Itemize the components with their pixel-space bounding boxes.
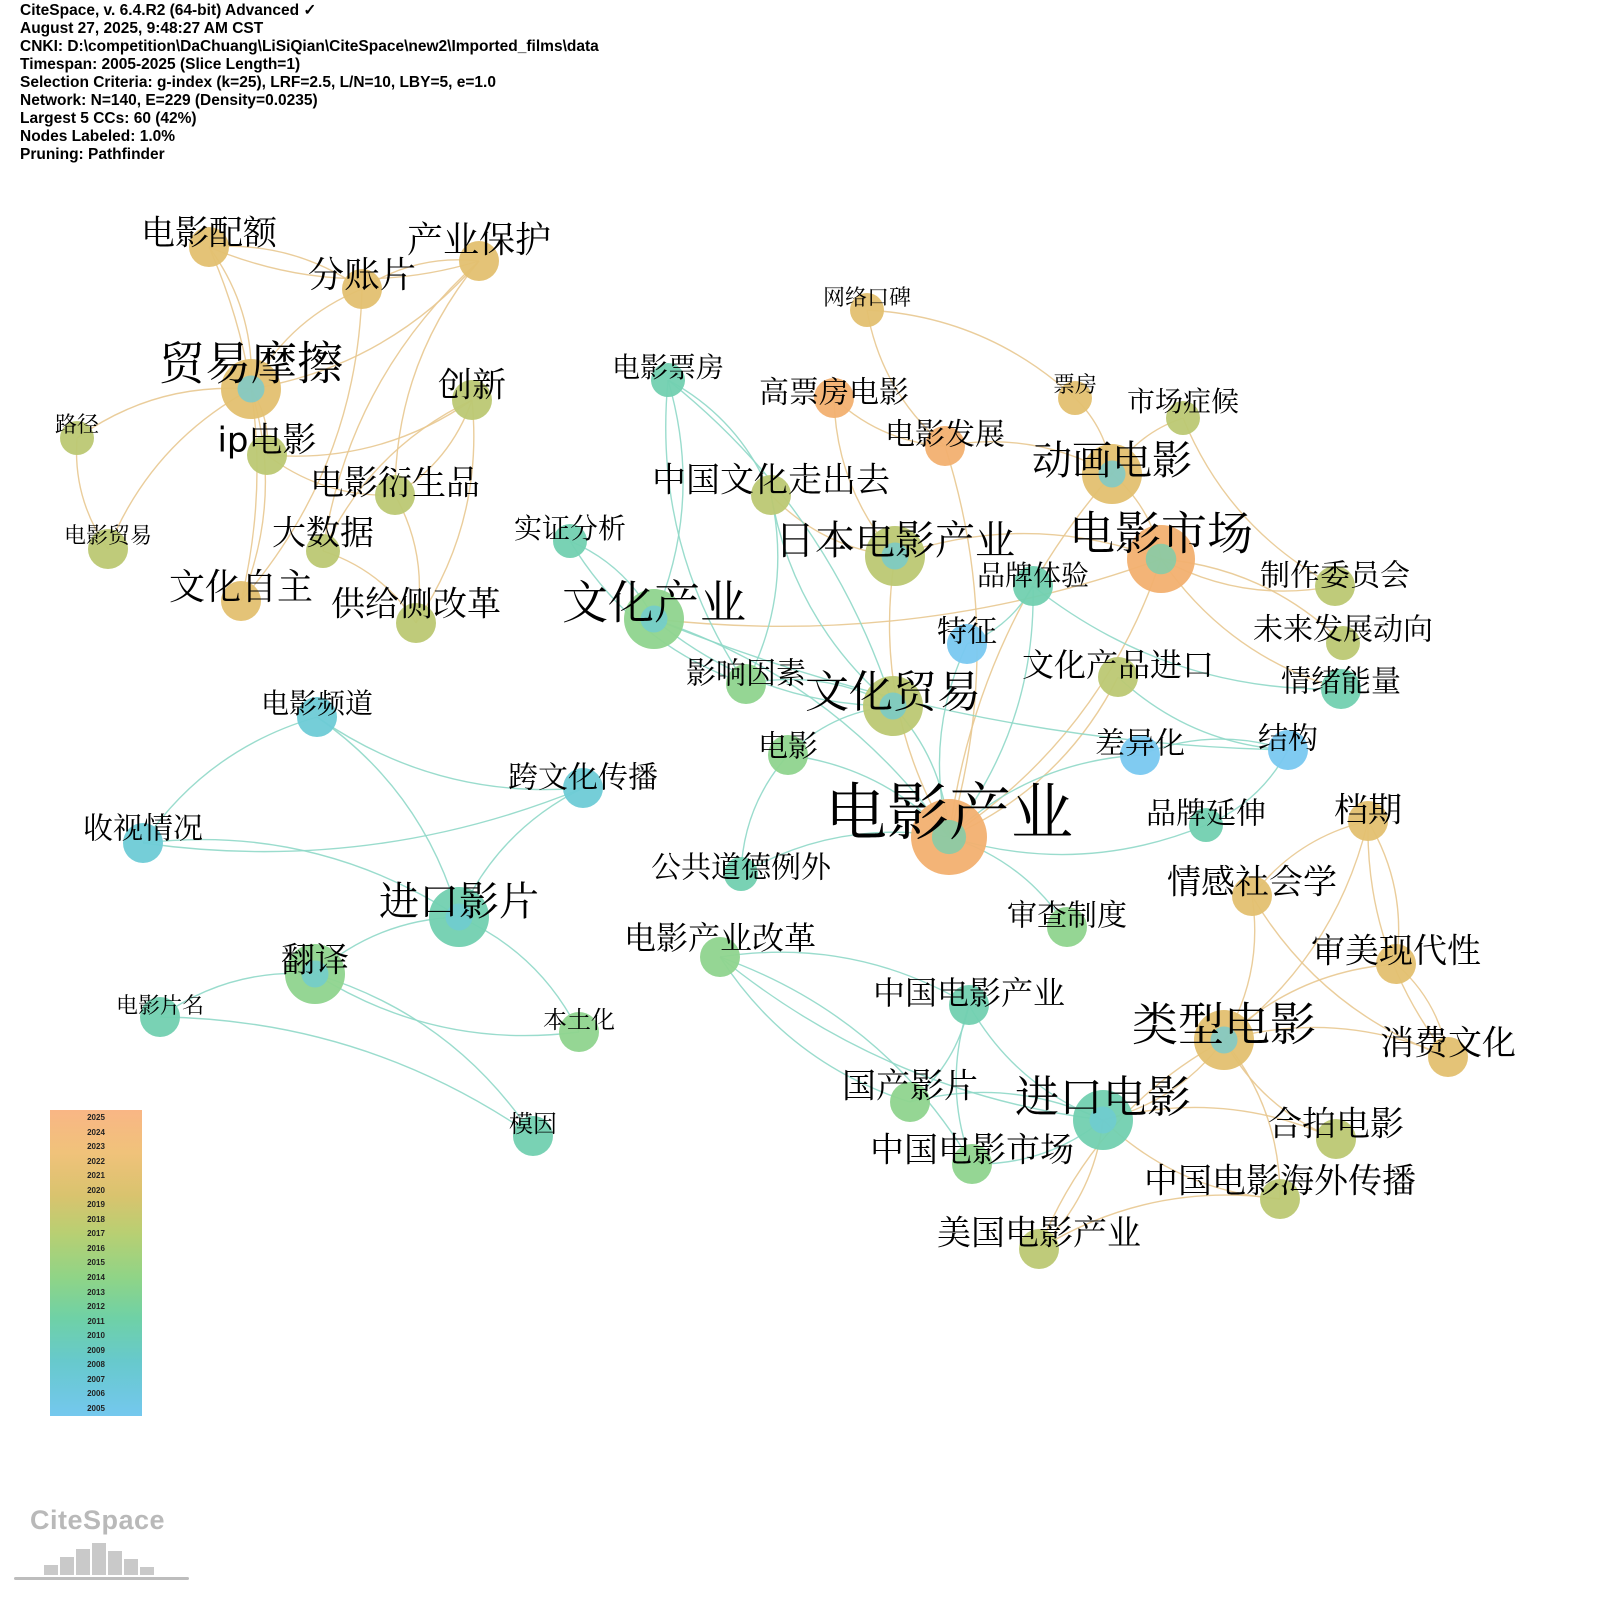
node-label: 未来发展动向 [1253, 612, 1433, 648]
legend-year: 2018 [87, 1214, 105, 1224]
header-line: Network: N=140, E=229 (Density=0.0235) [20, 92, 318, 109]
node-label: 档期 [1334, 790, 1402, 831]
legend-year: 2007 [87, 1374, 105, 1384]
node-label: 市场症候 [1126, 385, 1240, 418]
header-line: Nodes Labeled: 1.0% [20, 128, 176, 145]
header-line: August 27, 2025, 9:48:27 AM CST [20, 20, 264, 37]
year-color-legend [50, 1110, 142, 1416]
header-line: Largest 5 CCs: 60 (42%) [20, 110, 197, 127]
node-label: 文化贸易 [805, 667, 981, 718]
legend-year: 2013 [87, 1287, 105, 1297]
node-label: 模因 [509, 1110, 557, 1138]
node-label: 文化自主 [168, 567, 314, 608]
node-label: 合拍电影 [1268, 1104, 1404, 1145]
node-label: 电影频道 [260, 687, 374, 720]
node-label: 供给侧改革 [331, 584, 501, 625]
legend-year: 2022 [87, 1156, 105, 1166]
node-label: 中国电影市场 [870, 1130, 1074, 1171]
node-label: 电影市场 [1069, 506, 1253, 561]
header-line: Selection Criteria: g-index (k=25), LRF=2.5, L/N=10, LBY=5, e=1.0 [20, 74, 496, 91]
node-label: 实证分析 [513, 512, 627, 545]
node-label: 大数据 [272, 513, 374, 554]
node-label: 文化产业 [562, 575, 746, 630]
legend-year: 2006 [87, 1389, 105, 1399]
legend-year: 2009 [87, 1345, 105, 1355]
node-label: 电影票房 [611, 351, 725, 384]
node-label: 公共道德例外 [651, 850, 831, 886]
node-label: 网络口碑 [822, 286, 912, 311]
citespace-logo [14, 1505, 189, 1585]
node-label: 电影配额 [141, 213, 277, 254]
legend-year-list [50, 1110, 142, 1416]
legend-year: 2017 [87, 1229, 105, 1239]
node-label: 电影贸易 [63, 524, 153, 549]
node-label: 美国电影产业 [937, 1213, 1141, 1254]
node-label: 高票房电影 [759, 375, 909, 411]
legend-year: 2010 [87, 1331, 105, 1341]
node-label: 电影 [758, 729, 818, 765]
node-label: 情绪能量 [1281, 664, 1401, 700]
node-label: 收视情况 [83, 811, 203, 847]
node-label: 进口影片 [379, 879, 539, 925]
legend-year: 2020 [87, 1185, 105, 1195]
node-label: 审查制度 [1007, 898, 1127, 934]
node-label: 电影片名 [115, 994, 205, 1019]
legend-year: 2019 [87, 1200, 105, 1210]
node-label: 国产影片 [842, 1066, 978, 1107]
network-edge [143, 788, 583, 852]
legend-year: 2012 [87, 1302, 105, 1312]
node-label: 制作委员会 [1260, 558, 1410, 594]
network-edge [315, 974, 579, 1036]
legend-year: 2024 [87, 1127, 105, 1137]
logo-text: CiteSpace [30, 1505, 166, 1535]
node-label: 跨文化传播 [508, 760, 658, 796]
node-label: ip电影 [217, 420, 317, 461]
legend-year: 2005 [87, 1403, 105, 1413]
legend-year: 2021 [87, 1171, 105, 1181]
network-edge [315, 974, 533, 1136]
node-label: 动画电影 [1032, 438, 1192, 484]
node-label: 类型电影 [1132, 997, 1316, 1052]
node-label: 消费文化 [1380, 1023, 1516, 1064]
legend-year: 2015 [87, 1258, 105, 1268]
node-label: 日本电影产业 [775, 518, 1015, 564]
logo-bars-icon [44, 1543, 164, 1575]
legend-year: 2011 [87, 1316, 105, 1326]
node-label: 中国文化走出去 [652, 460, 890, 501]
node-label: 进口电影 [1015, 1072, 1191, 1123]
legend-year: 2025 [87, 1113, 105, 1122]
node-label: 翻译 [281, 940, 349, 981]
node-label: 品牌延伸 [1146, 796, 1266, 832]
node-label: 本土化 [543, 1006, 615, 1034]
node-label: 产业保护 [406, 220, 552, 261]
node-label: 创新 [438, 365, 506, 406]
network-labels [55, 214, 1516, 1254]
header-line: CNKI: D:\competition\DaChuang\LiSiQian\CiteSpace\new2\Imported_films\data [20, 38, 599, 55]
header-line: CiteSpace, v. 6.4.R2 (64-bit) Advanced ✓ [20, 2, 317, 19]
legend-year: 2016 [87, 1243, 105, 1253]
node-label: 贸易摩擦 [159, 336, 343, 391]
node-label: 影响因素 [686, 656, 806, 692]
node-label: 审美现代性 [1311, 931, 1481, 972]
node-label: 中国电影产业 [872, 974, 1066, 1012]
node-label: 特征 [937, 614, 997, 650]
header-line: Timespan: 2005-2025 (Slice Length=1) [20, 56, 301, 73]
node-label: 分账片 [307, 255, 417, 296]
node-label: 品牌体验 [976, 559, 1090, 592]
node-label: 路径 [54, 413, 100, 438]
node-label: 票房 [1052, 373, 1098, 398]
logo-base-line [14, 1577, 189, 1580]
header-line: Pruning: Pathfinder [20, 146, 165, 163]
node-label: 电影发展 [885, 417, 1005, 453]
node-label: 情感社会学 [1167, 862, 1337, 903]
node-label: 电影产业改革 [623, 919, 817, 957]
node-label: 差异化 [1095, 726, 1185, 762]
legend-year: 2008 [87, 1360, 105, 1370]
legend-year: 2014 [87, 1273, 105, 1283]
network-edge [160, 1017, 533, 1136]
node-label: 中国电影海外传播 [1144, 1161, 1416, 1202]
legend-year: 2023 [87, 1142, 105, 1152]
node-label: 文化产品进口 [1021, 646, 1215, 684]
node-label: 电影衍生品 [310, 463, 480, 504]
node-label: 电影产业 [824, 776, 1074, 850]
node-label: 结构 [1258, 721, 1318, 757]
